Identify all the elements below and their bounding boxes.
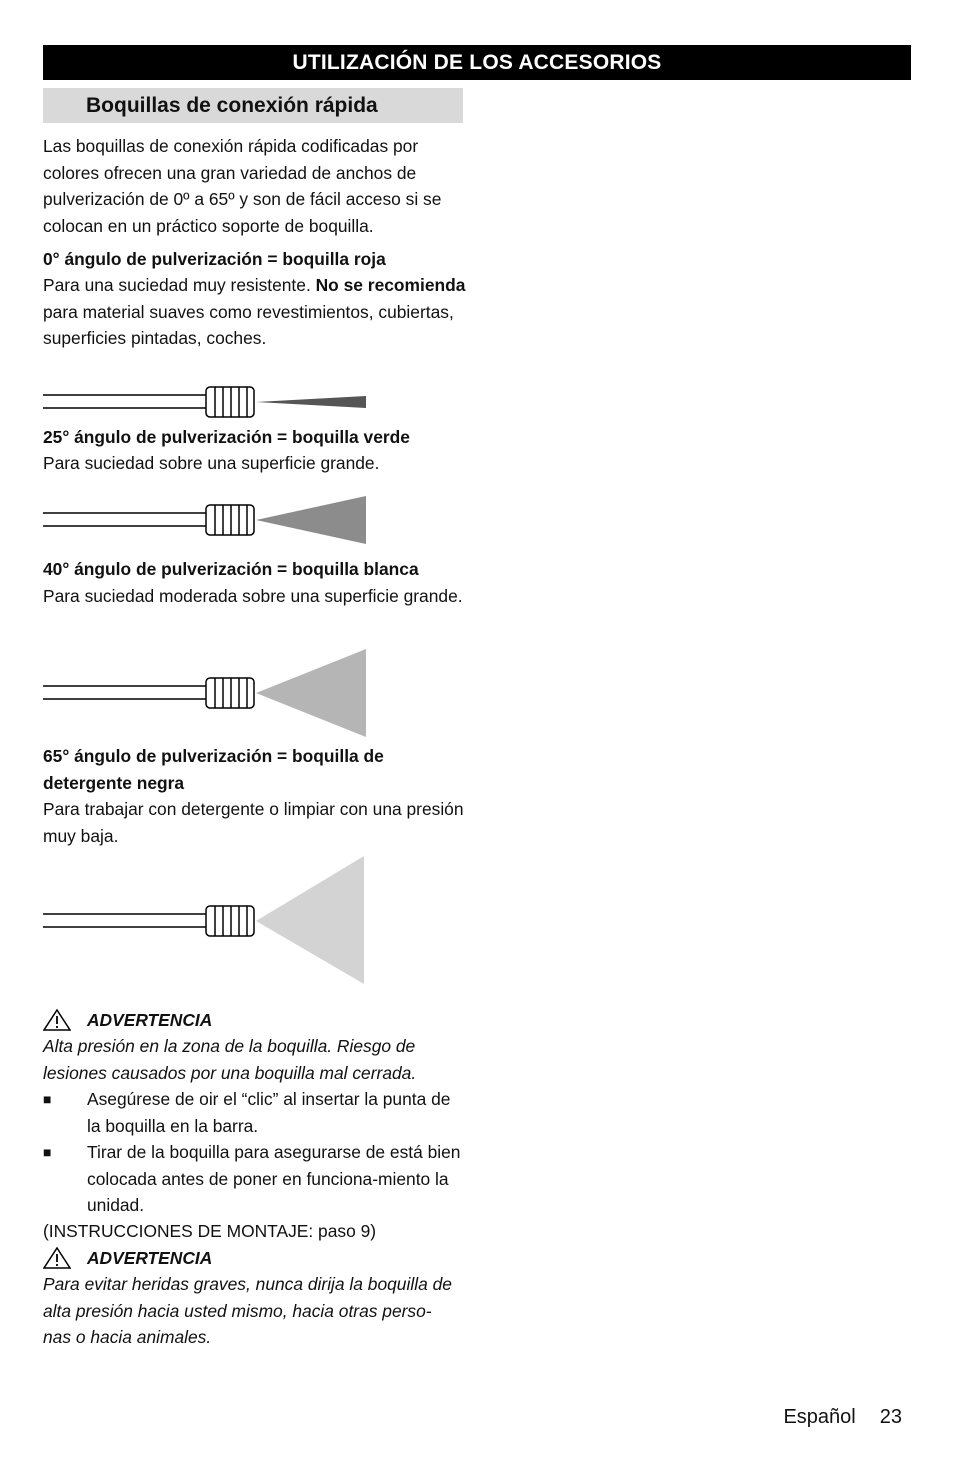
nozzle-65-text: Para trabajar con detergente o limpiar con una presión muy baja. bbox=[43, 799, 464, 846]
nozzle-65-coupler bbox=[206, 906, 254, 936]
nozzle-0-text-a: Para una suciedad muy resistente. bbox=[43, 275, 316, 295]
nozzle-0-heading: 0° ángulo de pulverización = boquilla roja bbox=[43, 249, 386, 269]
warning-1-header bbox=[43, 1007, 468, 1034]
nozzle-40-text: Para suciedad moderada sobre una superficie grande. bbox=[43, 586, 463, 606]
nozzle-0-spray bbox=[256, 396, 366, 408]
warning-1-label: ADVERTENCIA bbox=[87, 1010, 213, 1030]
nozzle-25-spray bbox=[256, 496, 366, 544]
nozzle-0-text-bold: No se recomienda bbox=[315, 275, 466, 295]
nozzle-0-text bbox=[43, 272, 468, 352]
warning-triangle-icon bbox=[43, 1247, 71, 1269]
nozzle-40-spray bbox=[256, 649, 366, 737]
nozzle-0-text-c: para material suaves como revestimientos, cubiertas, superficies pintadas, coches. bbox=[43, 301, 454, 348]
warning-2-label: ADVERTENCIA bbox=[87, 1248, 213, 1268]
nozzle-40-illustration bbox=[43, 647, 373, 739]
warning-1-text: Alta presión en la zona de la boquilla. Riesgo de lesiones causados por una boquilla mal cerrada. bbox=[43, 1036, 417, 1083]
bullet-1-text: Asegúrese de oir el “clic” al insertar la punta de la boquilla en la barra. bbox=[87, 1089, 451, 1136]
warning-2-header bbox=[43, 1245, 468, 1272]
nozzle-25-illustration bbox=[43, 494, 373, 546]
nozzle-65-spray bbox=[256, 856, 364, 984]
nozzle-65-heading: 65° ángulo de pulverización = boquilla de detergente negra bbox=[43, 746, 384, 793]
nozzle-25-heading: 25° ángulo de pulverización = boquilla verde bbox=[43, 427, 410, 447]
nozzle-0-coupler bbox=[206, 387, 254, 417]
page-number: 23 bbox=[879, 1406, 902, 1428]
assembly-note: (INSTRUCCIONES DE MONTAJE: paso 9) bbox=[43, 1221, 377, 1241]
page-header: UTILIZACIÓN DE LOS ACCESORIOS bbox=[43, 45, 911, 80]
nozzle-25-coupler bbox=[206, 505, 254, 535]
nozzle-40-heading: 40° ángulo de pulverización = boquilla blanca bbox=[43, 559, 419, 579]
bullet-marker: ■ bbox=[43, 1144, 52, 1160]
nozzle-40-coupler bbox=[206, 678, 254, 708]
nozzle-25-text: Para suciedad sobre una superficie grande. bbox=[43, 453, 380, 473]
section-title: Boquillas de conexión rápida bbox=[43, 88, 463, 123]
bullet-marker: ■ bbox=[43, 1091, 52, 1107]
nozzle-65-illustration bbox=[43, 854, 373, 986]
page-footer bbox=[783, 1406, 902, 1429]
nozzle-0-illustration bbox=[43, 384, 373, 420]
bullet-2-text: Tirar de la boquilla para asegurarse de está bien colocada antes de poner en funciona-miento la unidad. bbox=[87, 1142, 461, 1215]
intro-paragraph: Las boquillas de conexión rápida codificadas por colores ofrecen una gran variedad de anchos de pulverización de 0º a 65º y son de fácil acceso si se colocan en un práctico soporte de boquilla. bbox=[43, 136, 442, 236]
warning-triangle-icon bbox=[43, 1009, 71, 1031]
footer-language: Español bbox=[783, 1406, 856, 1428]
warning-2-text: Para evitar heridas graves, nunca dirija la boquilla de alta presión hacia usted mismo, hacia otras perso-nas o hacia animales. bbox=[43, 1274, 452, 1347]
